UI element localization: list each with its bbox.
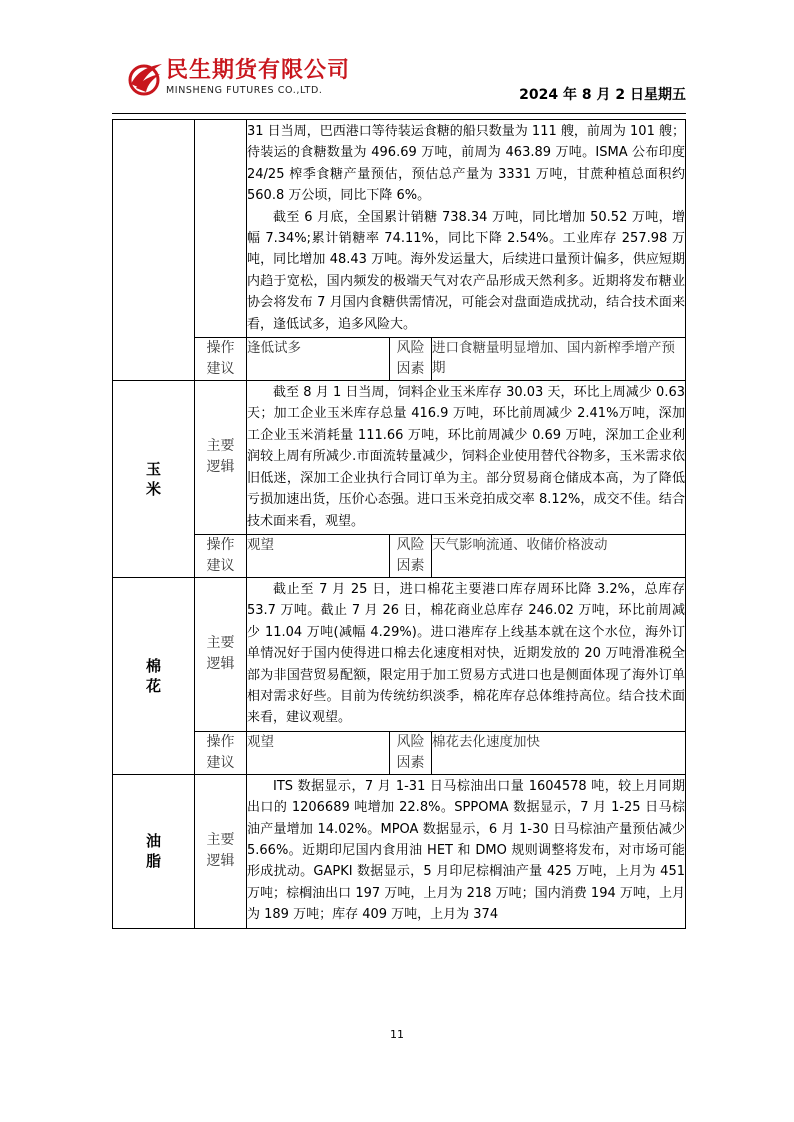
report-date: 2024 年 8 月 2 日星期五: [519, 87, 686, 103]
cotton-risk-value: 棉花去化速度加快: [432, 731, 686, 774]
corn-category: 玉米: [113, 381, 195, 578]
cotton-logic-cell: [247, 577, 686, 731]
sugar-logic-row: [113, 120, 686, 338]
corn-logic-text: 截至 8 月 1 日当周，饲料企业玉米库存 30.03 天，环比上周减少 0.63 天；加工企业玉米库存总量 416.9 万吨，环比前周减少 2.41%万吨，深加工企业玉米消耗量 111.66 万吨，环比前周减少 0.69 万吨，深加工企业利润较上周有所减少.市面流转量减少，饲料企业使用替代谷物多，玉米需求依旧低迷，深加工企业执行合同订单为主。部分贸易商仓储成本高，为了降低亏损加速出货，压价心态强。进口玉米竞拍成交率 8.12%，成交不佳。结合技术面来看，观望。: [247, 385, 685, 529]
header-rule: [112, 113, 686, 114]
oil-logic-text: ITS 数据显示，7 月 1-31 日马棕油出口量 1604578 吨，较上月同期出口的 1206689 吨增加 22.8%。SPPOMA 数据显示，7 月 1-25 日马棕油产量增加 14.02%。MPOA 数据显示，6 月 1-30 日马棕油产量预估减少 5.66%。近期印尼国内食用油 HET 和 DMO 规则调整将发布，对市场可能形成扰动。GAPKI 数据显示，5 月印尼棕榈油产量 425 万吨，上月为 451 万吨；棕榈油出口 197 万吨，上月为 218 万吨；国内消费 194 万吨，上月为 189 万吨；库存 409 万吨，上月为 374: [247, 778, 685, 923]
cotton-risk-label: 风险因素: [390, 731, 432, 774]
minsheng-swoosh-icon: [128, 58, 164, 98]
corn-risk-value: 天气影响流通、收储价格波动: [432, 534, 686, 577]
cotton-op-row: [113, 731, 686, 774]
cotton-logic-label: 主要逻辑: [195, 577, 247, 731]
page-number: 11: [390, 1028, 404, 1041]
sugar-op-value: 逢低试多: [247, 338, 390, 381]
corn-logic-cell: [247, 381, 686, 535]
cotton-logic-row: [113, 577, 686, 731]
oil-category: 油脂: [113, 774, 195, 928]
sugar-logic-p1: 31 日当周，巴西港口等待装运食糖的船只数量为 111 艘，前周为 101 艘；待装运的食糖数量为 496.69 万吨，前周为 463.89 万吨。ISMA 公布印度 24/25 榨季食糖产量预估，预估总产量为 3331 万吨，甘蔗种植总面积约 560.8 万公顷，同比下降 6%。: [247, 124, 685, 204]
cotton-op-label: 操作建议: [195, 731, 247, 774]
oil-logic-cell: [247, 774, 686, 928]
corn-risk-label: 风险因素: [390, 534, 432, 577]
corn-logic-label: 主要逻辑: [195, 381, 247, 535]
sugar-op-label: 操作建议: [195, 338, 247, 381]
sugar-category-cell: [113, 120, 195, 381]
oil-logic-row: [113, 774, 686, 928]
sugar-logic-p2: 截至 6 月底，全国累计销糖 738.34 万吨，同比增加 50.52 万吨，增幅 7.34%;累计销糖率 74.11%，同比下降 2.54%。工业库存 257.98 万吨，同比增加 48.43 万吨。海外发运量大，后续进口量预计偏多，供应短期内趋于宽松，国内频发的极端天气对农产品形成天然利多。近期将发布糖业协会将发布 7 月国内食糖供需情况，可能会对盘面造成扰动，结合技术面来看，逢低试多，追多风险大。: [247, 209, 685, 332]
corn-op-label: 操作建议: [195, 534, 247, 577]
sugar-op-row: [113, 338, 686, 381]
corn-op-row: [113, 534, 686, 577]
corn-logic-row: [113, 381, 686, 535]
company-name-cn: 民生期货有限公司: [166, 58, 351, 83]
sugar-logic-label-cell: [195, 120, 247, 338]
cotton-category: 棉花: [113, 577, 195, 774]
cotton-logic-text: 截止至 7 月 25 日，进口棉花主要港口库存周环比降 3.2%，总库存 53.7 万吨。截止 7 月 26 日，棉花商业总库存 246.02 万吨，环比前周减少 11.04 万吨(减幅 4.29%)。进口港库存上线基本就在这个水位，海外订单情况好于国内使得进口棉去化速度相对快，近期发放的 20 万吨滑准税全部为非国营贸易配额，限定用于加工贸易方式进口也是侧面体现了海外订单相对需求好些。目前为传统纺织淡季，棉花库存总体维持高位。结合技术面来看，建议观望。: [247, 581, 685, 726]
cotton-op-value: 观望: [247, 731, 390, 774]
strategy-table: [112, 119, 686, 929]
oil-logic-label: 主要逻辑: [195, 774, 247, 928]
sugar-risk-label: 风险因素: [390, 338, 432, 381]
corn-op-value: 观望: [247, 534, 390, 577]
sugar-logic-cell: [247, 120, 686, 338]
company-logo: [128, 58, 364, 102]
company-name-en: MINSHENG FUTURES CO.,LTD.: [166, 85, 323, 96]
page-header: [0, 0, 794, 118]
sugar-risk-value: 进口食糖量明显增加、国内新榨季增产预期: [432, 338, 686, 381]
